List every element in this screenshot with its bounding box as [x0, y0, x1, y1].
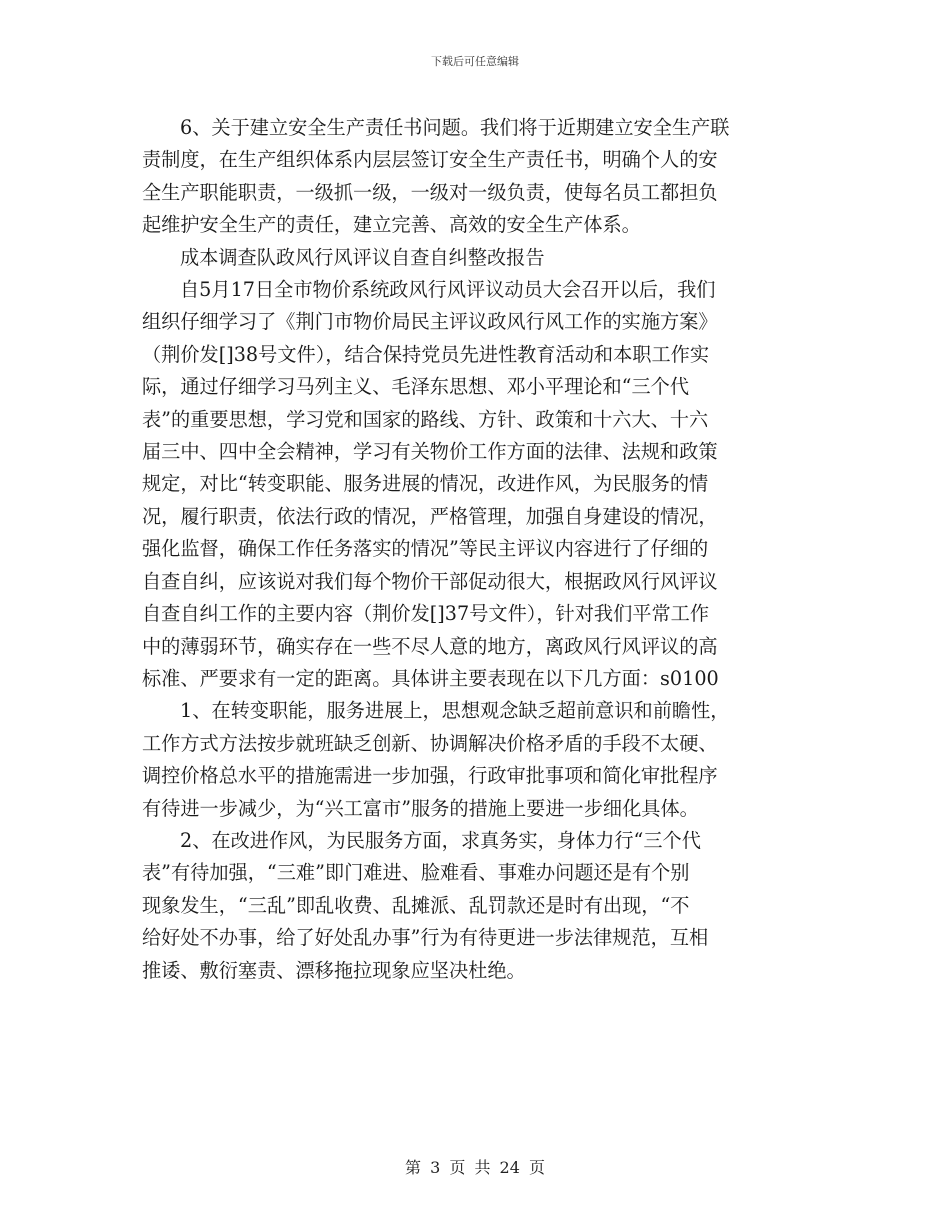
text-line: 工作方式方法按步就班缺乏创新、协调解决价格矛盾的手段不太硬、 — [142, 731, 718, 755]
text-line: 责制度，在生产组织体系内层层签订安全生产责任书，明确个人的安 — [142, 148, 718, 172]
text-line: 6、关于建立安全生产责任书问题。我们将于近期建立安全生产联 — [180, 116, 730, 139]
text-line: 表”的重要思想，学习党和国家的路线、方针、政策和十六大、十六 — [142, 407, 709, 431]
text-line: 自5月17日全市物价系统政风行风评议动员大会召开以后，我们 — [180, 278, 716, 302]
text-line: 表”有待加强，“三难”即门难进、脸难看、事难办问题还是有个别 — [142, 861, 690, 885]
text-line: 自查自纠，应该说对我们每个物价干部促动很大，根据政风行风评议 — [142, 569, 718, 593]
page-header: 下载后可任意编辑 — [431, 55, 519, 68]
text-line: 1、在转变职能，服务进展上，思想观念缺乏超前意识和前瞻性， — [180, 699, 730, 723]
text-line: 全生产职能职责，一级抓一级，一级对一级负责，使每名员工都担负 — [142, 180, 718, 204]
text-line: 况，履行职责，依法行政的情况，严格管理，加强自身建设的情况， — [142, 504, 718, 528]
text-line: 起维护安全生产的责任，建立完善、高效的安全生产体系。 — [142, 213, 641, 237]
text-line: 组织仔细学习了《荆门市物价局民主评议政风行风工作的实施方案》 — [142, 310, 718, 334]
paragraph-item-1 — [142, 695, 812, 825]
text-line: 届三中、四中全会精神，学习有关物价工作方面的法律、法规和政策 — [142, 440, 718, 464]
text-line: （荆价发[]38号文件），结合保持党员先进性教育活动和本职工作实 — [142, 342, 710, 366]
text-line: 强化监督，确保工作任务落实的情况”等民主评议内容进行了仔细的 — [142, 537, 709, 561]
text-line: 有待进一步减少，为“兴工富市”服务的措施上要进一步细化具体。 — [142, 796, 699, 820]
paragraph-intro — [142, 274, 812, 695]
text-line: 际，通过仔细学习马列主义、毛泽东思想、邓小平理论和“三个代 — [142, 375, 690, 399]
text-line: 推诿、敷衍塞责、漂移拖拉现象应坚决杜绝。 — [142, 958, 526, 982]
paragraph-item-2 — [142, 825, 812, 987]
paragraph-safety-responsibility — [142, 112, 812, 242]
page-footer: 第 3 页 共 24 页 — [405, 1158, 545, 1177]
text-line: 标准、严要求有一定的距离。具体讲主要表现在以下几方面：s0100 — [142, 666, 719, 690]
text-line: 规定，对比“转变职能、服务进展的情况，改进作风，为民服务的情 — [142, 472, 709, 496]
text-line: 给好处不办事，给了好处乱办事”行为有待更进一步法律规范，互相 — [142, 926, 709, 950]
text-line: 调控价格总水平的措施需进一步加强，行政审批事项和简化审批程序 — [142, 764, 718, 788]
text-line: 现象发生，“三乱”即乱收费、乱摊派、乱罚款还是时有出现，“不 — [142, 893, 690, 917]
text-line: 中的薄弱环节，确实存在一些不尽人意的地方，离政风行风评议的高 — [142, 634, 718, 658]
section-title — [142, 242, 812, 274]
text-line: 成本调查队政风行风评议自查自纠整改报告 — [180, 245, 545, 269]
text-line: 2、在改进作风，为民服务方面，求真务实，身体力行“三个代 — [180, 828, 701, 852]
text-line: 自查自纠工作的主要内容（荆价发[]37号文件），针对我们平常工作 — [142, 602, 710, 626]
document-body — [142, 112, 812, 987]
